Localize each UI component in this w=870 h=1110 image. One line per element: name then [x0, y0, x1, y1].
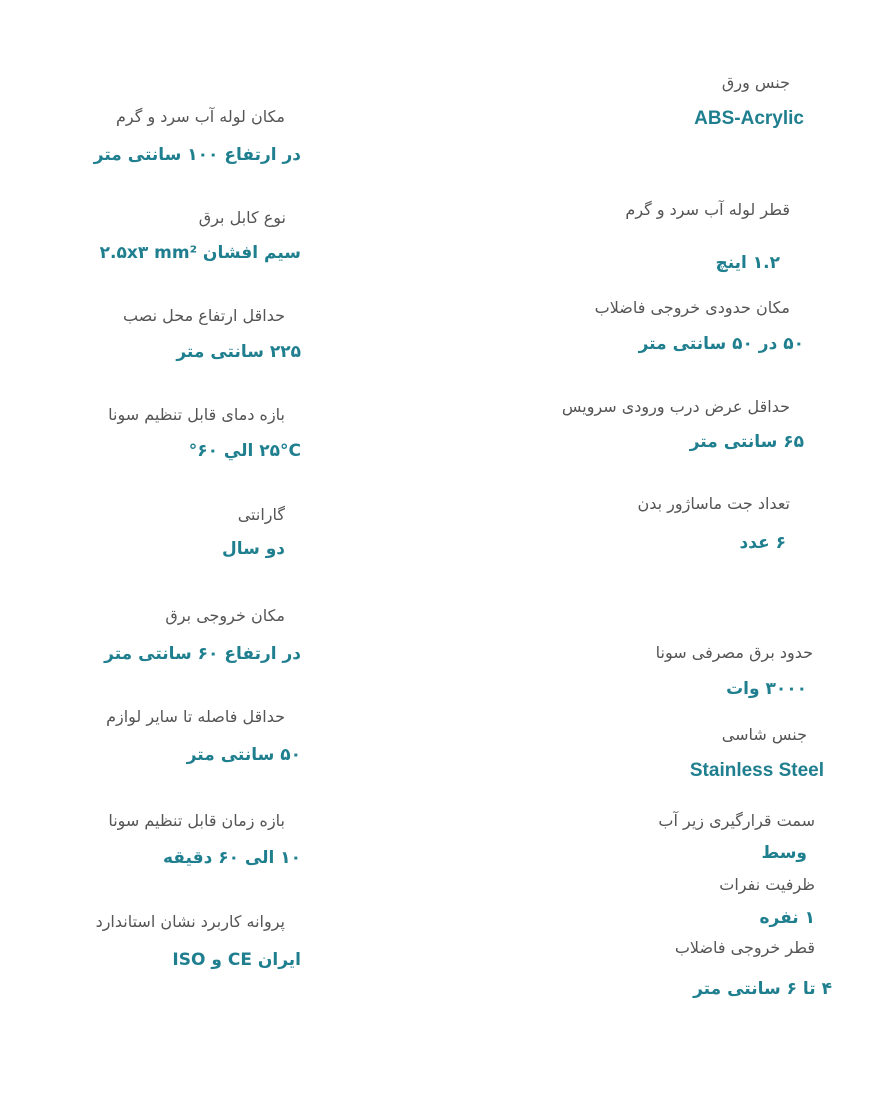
spec-value-power-outlet-location: در ارتفاع ۶۰ سانتی متر: [104, 644, 301, 664]
spec-value-drain-outlet-location: ۵۰ در ۵۰ سانتی متر: [638, 334, 804, 354]
spec-value-capacity: ۱ نفره: [759, 908, 815, 928]
spec-label-drain-diameter: قطر خروجی فاضلاب: [674, 938, 815, 957]
spec-value-sheet-material: ABS-Acrylic: [694, 108, 804, 129]
spec-label-sauna-time-range: بازه زمان قابل تنظیم سونا: [108, 811, 285, 830]
spec-value-drain-diameter: ۴ تا ۶ سانتی متر: [693, 979, 832, 999]
spec-label-min-door-width: حداقل عرض درب ورودی سرویس: [561, 397, 790, 416]
spec-label-min-install-height: حداقل ارتفاع محل نصب: [123, 306, 285, 325]
spec-label-warranty: گارانتی: [237, 505, 285, 524]
spec-label-sheet-material: جنس ورق: [721, 73, 790, 92]
spec-value-sauna-time-range: ۱۰ الی ۶۰ دقیقه: [162, 848, 301, 868]
spec-value-standard-license: ایران CE و ISO: [172, 950, 301, 970]
spec-label-sauna-temp-range: بازه دمای قابل تنظیم سونا: [108, 405, 285, 424]
spec-value-water-pipe-location: در ارتفاع ۱۰۰ سانتی متر: [93, 145, 301, 165]
spec-label-power-cable-type: نوع کابل برق: [198, 208, 286, 227]
spec-value-warranty: دو سال: [221, 539, 285, 559]
spec-label-massage-jet-count: تعداد جت ماساژور بدن: [637, 494, 790, 513]
spec-value-min-install-height: ۲۲۵ سانتی متر: [176, 342, 301, 362]
spec-label-min-distance: حداقل فاصله تا سایر لوازم: [106, 707, 285, 726]
spec-value-min-distance: ۵۰ سانتی متر: [186, 745, 301, 765]
spec-label-water-pipe-diameter: قطر لوله آب سرد و گرم: [625, 200, 790, 219]
spec-value-chassis-material: Stainless Steel: [689, 760, 824, 781]
spec-value-sauna-power: ۳۰۰۰ وات: [726, 679, 807, 699]
spec-label-standard-license: پروانه کاربرد نشان استاندارد: [95, 912, 285, 931]
spec-label-power-outlet-location: مکان خروجی برق: [165, 606, 285, 625]
spec-label-chassis-material: جنس شاسی: [721, 725, 807, 744]
spec-value-min-door-width: ۶۵ سانتی متر: [689, 432, 804, 452]
spec-label-water-pipe-location: مکان لوله آب سرد و گرم: [116, 107, 285, 126]
spec-value-power-cable-type: سیم افشان ۲.۵x۳ mm²: [99, 243, 301, 263]
spec-value-water-pipe-diameter: ۱.۲ اینچ: [715, 253, 780, 273]
spec-value-massage-jet-count: ۶ عدد: [739, 533, 786, 553]
spec-value-underwater-position: وسط: [761, 843, 807, 863]
spec-value-sauna-temp-range: ۲۵°C الي ۶۰°: [188, 441, 301, 461]
spec-label-drain-outlet-location: مکان حدودی خروجی فاضلاب: [594, 298, 790, 317]
spec-label-underwater-position: سمت قرارگیری زیر آب: [658, 811, 815, 830]
spec-label-capacity: ظرفیت نفرات: [719, 875, 815, 894]
spec-label-sauna-power: حدود برق مصرفی سونا: [655, 643, 813, 662]
